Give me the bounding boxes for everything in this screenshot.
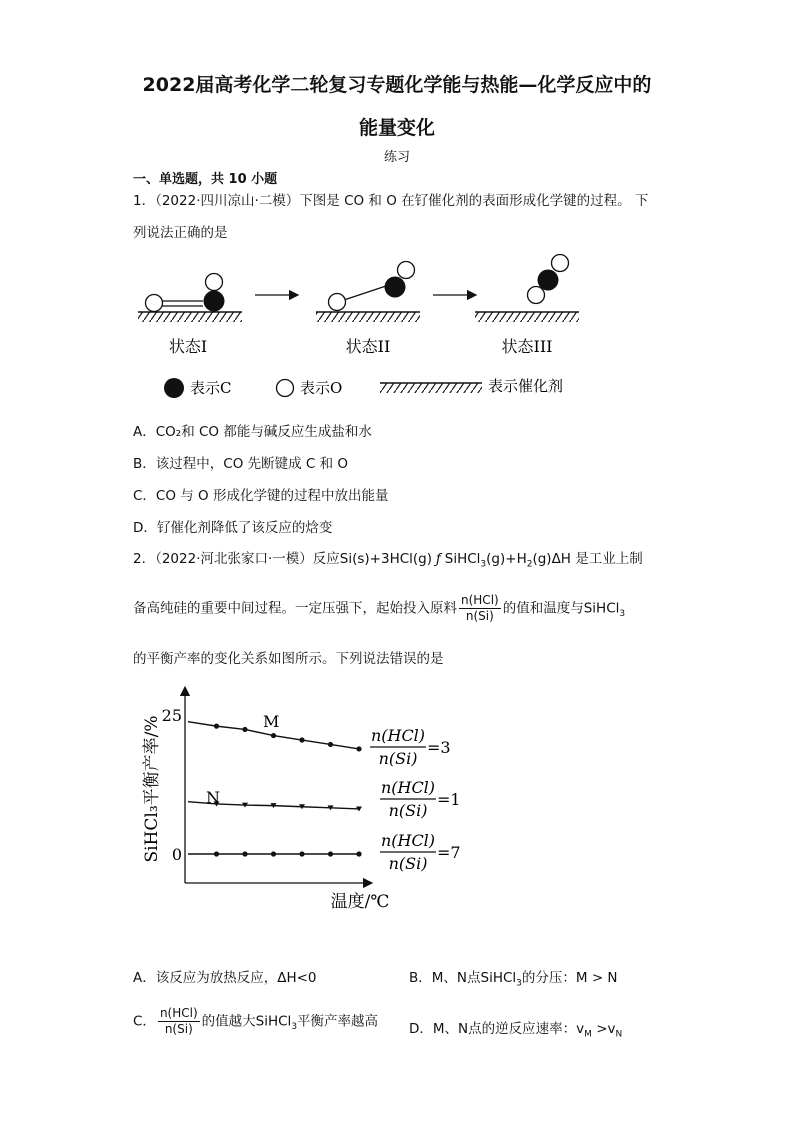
legend-carbon-label: 表示C: [190, 379, 232, 397]
option-text: >v: [591, 1021, 616, 1037]
series-label-numerator: n(HCl): [380, 831, 436, 850]
fraction-numerator: n(HCl): [461, 593, 499, 607]
subscript: 3: [480, 559, 487, 570]
series-label: [380, 778, 461, 820]
oxygen-atom: [528, 287, 545, 304]
q2-stem-part-c: (g)+H: [486, 551, 527, 567]
oxygen-atom: [146, 295, 163, 312]
series-labels: [370, 726, 461, 873]
x-axis-label: 温度/℃: [330, 892, 390, 912]
section-heading: 一、单选题，共 10 小题: [133, 172, 278, 187]
q1-figure: [130, 250, 600, 410]
q2-stem-line3: 的平衡产率的变化关系如图所示。下列说法错误的是: [133, 651, 444, 667]
fraction-hcl-si: [158, 1006, 200, 1037]
state-3-diagram: [475, 255, 579, 323]
y-tick-label: 0: [171, 845, 182, 864]
data-point: [214, 851, 219, 856]
q2-option-d[interactable]: [409, 1017, 622, 1040]
point-label-n: N: [206, 788, 220, 807]
option-text: 的值越大SiHCl: [201, 1013, 292, 1030]
page-title-line2: 能量变化: [358, 117, 435, 139]
q2-option-c[interactable]: [133, 1006, 378, 1037]
page-subtitle: 练习: [383, 150, 410, 165]
q2-stem-part-e: 备高纯硅的重要中间过程。一定压强下，起始投入原料: [133, 600, 457, 617]
point-label-m: M: [263, 712, 280, 731]
subscript: 3: [619, 609, 626, 620]
q1-option-b[interactable]: B．该过程中，CO 先断键成 C 和 O: [133, 456, 349, 472]
series-label-denominator: n(Si): [378, 749, 418, 768]
fraction-numerator: n(HCl): [159, 1006, 198, 1020]
oxygen-atom: [552, 255, 569, 272]
y-axis-label: SiHCl₃平衡产率/%: [142, 715, 162, 863]
q1-option-d[interactable]: D．钌催化剂降低了该反应的焓变: [133, 520, 333, 536]
q1-option-c[interactable]: C．CO 与 O 形成化学键的过程中放出能量: [133, 488, 389, 504]
q1-option-a[interactable]: A．CO₂和 CO 都能与碱反应生成盐和水: [133, 424, 372, 440]
data-point: [299, 851, 304, 856]
data-point: [242, 727, 247, 732]
equilibrium-arrow-icon: ƒ: [436, 551, 441, 567]
series-label-value: =1: [437, 790, 461, 809]
state-2-diagram: [316, 262, 420, 323]
series-label-numerator: n(HCl): [380, 778, 436, 797]
q1-stem-line2: 列说法正确的是: [133, 225, 228, 241]
fraction-denominator: n(Si): [164, 1022, 193, 1036]
subscript: 3: [291, 1022, 298, 1033]
series-label-denominator: n(Si): [388, 854, 428, 873]
state-1-label: 状态I: [168, 337, 208, 356]
series-label: [380, 831, 461, 873]
q2-stem-line1: [133, 549, 643, 575]
series-label-value: =7: [437, 843, 461, 862]
oxygen-atom: [206, 274, 223, 291]
state-1-diagram: [138, 274, 242, 323]
q2-stem-part-d: (g)ΔH 是工业上制: [532, 551, 643, 567]
state-2-label: 状态II: [345, 337, 391, 356]
page-title-line1: 2022届高考化学二轮复习专题化学能与热能—化学反应中的: [142, 74, 652, 96]
oxygen-atom: [329, 294, 346, 311]
legend-oxygen-icon: [277, 380, 294, 397]
option-text: D．M、N点的逆反应速率：v: [409, 1021, 585, 1037]
series-label: [370, 726, 451, 768]
fraction-denominator: n(Si): [465, 609, 494, 623]
q2-option-a[interactable]: A．该反应为放热反应，ΔH<0: [133, 970, 317, 986]
data-point: [328, 742, 333, 747]
subscript: M: [584, 1029, 592, 1040]
series-label-numerator: n(HCl): [370, 726, 426, 745]
fraction-hcl-si: [459, 593, 501, 624]
legend-carbon-icon: [164, 378, 184, 398]
q2-chart: [130, 685, 470, 915]
legend-catalyst-label: 表示催化剂: [488, 377, 564, 395]
subscript: 3: [516, 978, 522, 989]
subscript: N: [615, 1029, 623, 1040]
y-tick-label: 25: [161, 706, 182, 725]
series-label-denominator: n(Si): [388, 801, 428, 820]
q2-stem-part-a: 2．（2022·河北张家口·一模）反应Si(s)+3HCl(g): [133, 551, 432, 567]
option-text: B．M、N点SiHCl: [409, 970, 517, 986]
option-text: 的分压：M > N: [521, 970, 618, 986]
data-point: [299, 737, 304, 742]
oxygen-atom: [398, 262, 415, 279]
data-point: [328, 851, 333, 856]
data-point: [242, 851, 247, 856]
carbon-atom: [204, 291, 225, 312]
data-point: [356, 851, 361, 856]
option-text: 平衡产率越高: [297, 1013, 379, 1030]
carbon-atom: [538, 270, 559, 291]
data-point: [214, 724, 219, 729]
q2-option-b[interactable]: [409, 966, 618, 989]
q2-stem-line2: [133, 593, 625, 624]
legend-oxygen-label: 表示O: [300, 379, 343, 397]
carbon-atom: [385, 277, 406, 298]
data-point: [271, 733, 276, 738]
q2-stem-part-f: 的值和温度与SiHCl: [502, 600, 620, 617]
data-point: [356, 746, 361, 751]
q2-stem-part-b: SiHCl: [444, 551, 481, 567]
series-label-value: =3: [427, 738, 451, 757]
option-text: C．: [133, 1013, 156, 1030]
state-3-label: 状态III: [501, 337, 553, 356]
data-point: [271, 851, 276, 856]
subscript: 2: [526, 559, 533, 570]
q1-stem-line1: 1．（2022·四川凉山·二模）下图是 CO 和 O 在钌催化剂的表面形成化学键的过程。 下: [133, 193, 649, 209]
